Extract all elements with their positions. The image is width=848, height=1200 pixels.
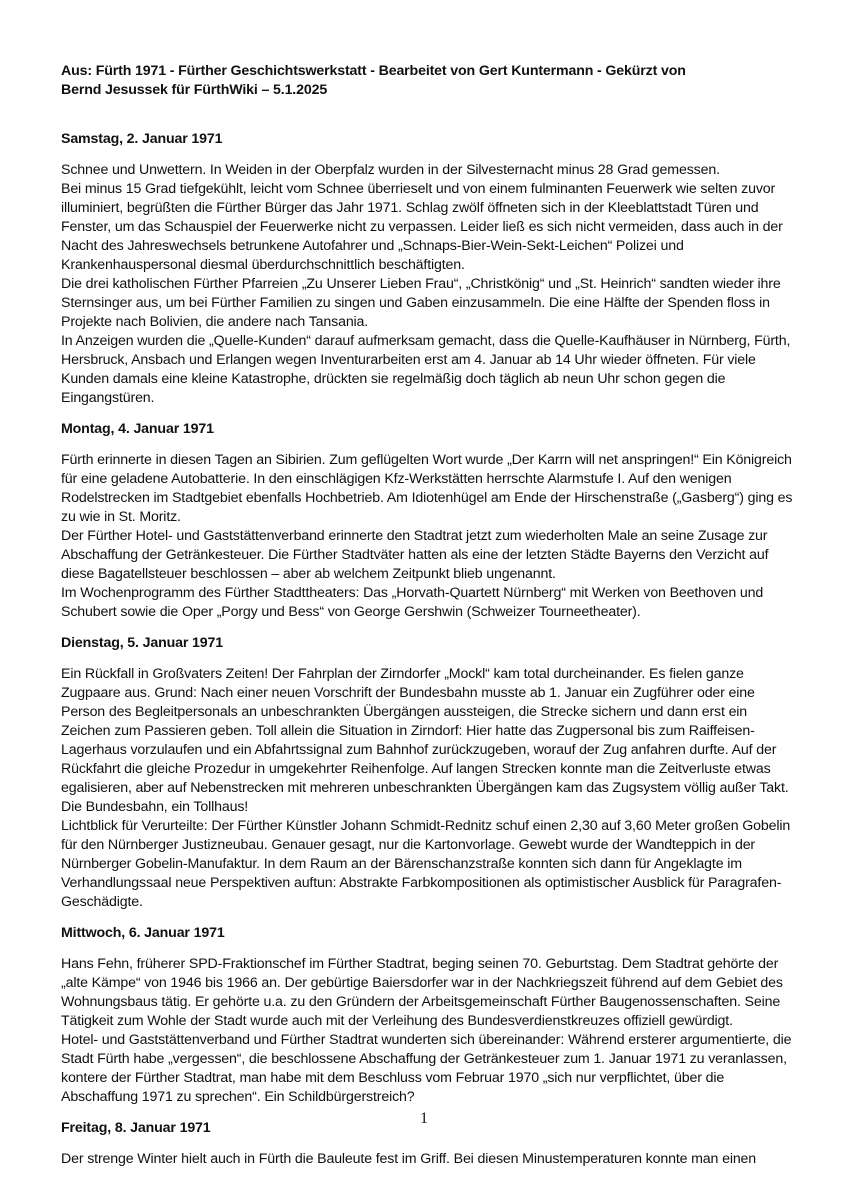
document-page bbox=[61, 62, 796, 1169]
entry-body bbox=[61, 1150, 796, 1169]
diary-entry bbox=[61, 130, 796, 408]
day-heading: Samstag, 2. Januar 1971 bbox=[61, 131, 223, 147]
paragraph: Ein Rückfall in Großvaters Zeiten! Der Fahrplan der Zirndorfer „Mockl“ kam total durcheinander. Es fielen ganze Zugpaare aus. Grund: Nach einer neuen Vorschrift der Bundesbahn musste ab 1. Januar ein Zugführer oder eine Person des Begleitpersonals an unbeschrankten Übergängen aussteigen, die Strecke sichern und dann erst ein Zeichen zum Passieren geben. Toll allein die Situation in Zirndorf: Hier hatte das Zugpersonal bis zum Raiffeisen-Lagerhaus vorzulaufen und ein Abfahrtssignal zum Bahnhof zurückzugeben, worauf der Zug anfahren durfte. Auf der Rückfahrt die gleiche Prozedur in umgekehrter Reihenfolge. Auf langen Strecken konnte man die Zeitverluste etwas egalisieren, aber auf Nebenstrecken mit mehreren unbeschrankten Übergängen kam das Zugsystem völlig außer Takt. Die Bundesbahn, ein Tollhaus! bbox=[61, 666, 789, 815]
entry-body bbox=[61, 451, 796, 622]
paragraph: Die drei katholischen Fürther Pfarreien „Zu Unserer Lieben Frau“, „Christkönig“ und „St. Heinrich“ sandten wieder ihre Sternsinger aus, um bei Fürther Familien zu singen und Gaben einzusammeln. Die eine Hälfte der Spenden floss in Projekte nach Bolivien, die andere nach Tansania. bbox=[61, 276, 781, 330]
entry-body bbox=[61, 665, 796, 912]
source-attribution bbox=[61, 62, 796, 100]
source-line-1: Aus: Fürth 1971 - Fürther Geschichtswerkstatt - Bearbeitet von Gert Kuntermann - Gekürzt von bbox=[61, 63, 686, 79]
diary-entry bbox=[61, 634, 796, 912]
entry-body bbox=[61, 161, 796, 408]
entry-body bbox=[61, 955, 796, 1107]
paragraph: Der Fürther Hotel- und Gaststättenverband erinnerte den Stadtrat jetzt zum wiederholten Male an seine Zusage zur Abschaffung der Getränkesteuer. Die Fürther Stadtväter hatten als eine der letzten Städte Bayerns den Verzicht auf diese Bagatellsteuer beschlossen – aber ab welchem Zeitpunkt blieb ungenannt. bbox=[61, 528, 769, 582]
paragraph: Schnee und Unwettern. In Weiden in der Oberpfalz wurden in der Silvesternacht minus 28 Grad gemessen. bbox=[61, 162, 720, 178]
paragraph: Fürth erinnerte in diesen Tagen an Sibirien. Zum geflügelten Wort wurde „Der Karrn will net anspringen!“ Ein Königreich für eine geladene Autobatterie. In den einschlägigen Kfz-Werkstätten herrschte Alarmstufe I. Auf den wenigen Rodelstrecken im Stadtgebiet ebenfalls Hochbetrieb. Am Idiotenhügel am Ende der Hirschenstraße („Gasberg“) ging es zu wie in St. Moritz. bbox=[61, 452, 793, 525]
paragraph: Der strenge Winter hielt auch in Fürth die Bauleute fest im Griff. Bei diesen Minustemperaturen konnte man einen bbox=[61, 1151, 757, 1167]
day-heading: Dienstag, 5. Januar 1971 bbox=[61, 635, 224, 651]
paragraph: Lichtblick für Verurteilte: Der Fürther Künstler Johann Schmidt-Rednitz schuf einen 2,30 auf 3,60 Meter großen Gobelin für den Nürnberger Justizneubau. Genauer gesagt, nur die Kartonvorlage. Gewebt wurde der Wandteppich in der Nürnberger Gobelin-Manufaktur. In dem Raum an der Bärenschanzstraße konnten sich dann für Angeklagte im Verhandlungssaal neue Perspektiven auftun: Abstrakte Farbkompositionen als optimistischer Ausblick für Paragrafen-Geschädigte. bbox=[61, 818, 791, 910]
paragraph: Im Wochenprogramm des Fürther Stadttheaters: Das „Horvath-Quartett Nürnberg“ mit Werken von Beethoven und Schubert sowie die Oper „Porgy und Bess“ von George Gershwin (Schweizer Tourneetheater). bbox=[61, 585, 764, 620]
paragraph: Hans Fehn, früherer SPD-Fraktionschef im Fürther Stadtrat, beging seinen 70. Geburtstag. Dem Stadtrat gehörte der „alte Kämpe“ von 1946 bis 1966 an. Der gebürtige Baiersdorfer war in der Nachkriegszeit führend auf dem Gebiet des Wohnungsbaus tätig. Er gehörte u.a. zu den Gründern der Arbeitsgemeinschaft Fürther Baugenossenschaften. Seine Tätigkeit zum Wohle der Stadt wurde auch mit der Verleihung des Bundesverdienstkreuzes offiziell gewürdigt. bbox=[61, 956, 783, 1029]
paragraph: Bei minus 15 Grad tiefgekühlt, leicht vom Schnee überrieselt und von einem fulminanten Feuerwerk wie selten zuvor illuminiert, begrüßten die Fürther Bürger das Jahr 1971. Schlag zwölf öffneten sich in der Kleeblattstadt Türen und Fenster, um das Schauspiel der Feuerwerke nicht zu verpassen. Leider ließ es sich nicht vermeiden, dass auch in der Nacht des Jahreswechsels betrunkene Autofahrer und „Schnaps-Bier-Wein-Sekt-Leichen“ Polizei und Krankenhauspersonal diesmal überdurchschnittlich beschäftigten. bbox=[61, 181, 783, 273]
day-heading: Freitag, 8. Januar 1971 bbox=[61, 1120, 211, 1136]
paragraph: In Anzeigen wurden die „Quelle-Kunden“ darauf aufmerksam gemacht, dass die Quelle-Kaufhäuser in Nürnberg, Fürth, Hersbruck, Ansbach und Erlangen wegen Inventurarbeiten erst am 4. Januar ab 14 Uhr wieder öffneten. Für viele Kunden damals eine kleine Katastrophe, drückten sie regelmäßig doch täglich ab neun Uhr schon gegen die Eingangstüren. bbox=[61, 333, 791, 406]
day-heading: Montag, 4. Januar 1971 bbox=[61, 421, 214, 437]
diary-entry bbox=[61, 924, 796, 1107]
source-line-2: Bernd Jesussek für FürthWiki – 5.1.2025 bbox=[61, 82, 328, 98]
page-number: 1 bbox=[420, 1110, 428, 1127]
paragraph: Hotel- und Gaststättenverband und Fürther Stadtrat wunderten sich übereinander: Während ersterer argumentierte, die Stadt Fürth habe „vergessen“, die beschlossene Abschaffung der Getränkesteuer zum 1. Januar 1971 zu veranlassen, kontere der Fürther Stadtrat, man habe mit dem Beschluss vom Februar 1970 „sich nur verpflichtet, über die Abschaffung 1971 zu sprechen“. Ein Schildbürgerstreich? bbox=[61, 1032, 792, 1105]
day-heading: Mittwoch, 6. Januar 1971 bbox=[61, 925, 225, 941]
diary-entry bbox=[61, 420, 796, 622]
